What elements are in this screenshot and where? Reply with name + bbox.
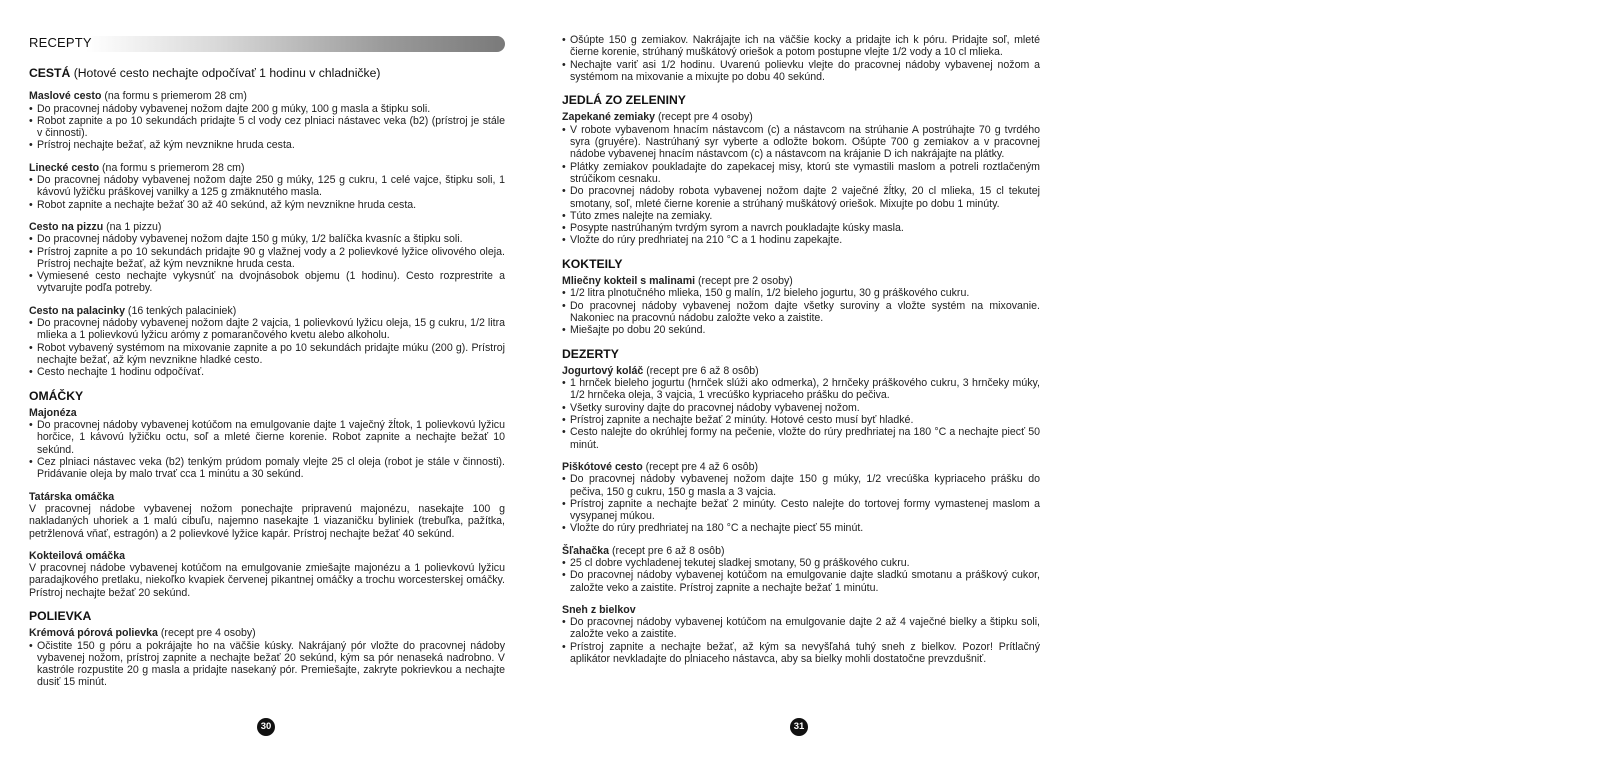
list-item: • Nechajte variť asi 1/2 hodinu. Uvarenú polievku vlejte do pracovnej nádoby vybavenej nožom a systémom na mixovanie a mixujte po dobu 40 sekúnd. <box>562 59 1040 84</box>
list-item: • Do pracovnej nádoby vybavenej nožom dajte 150 g múky, 1/2 vrecúška kypriaceho prášku do pečiva, 150 g cukru, 150 g masla a 3 vajcia. <box>562 473 1040 498</box>
list-item: • Cez plniaci nástavec veka (b2) tenkým prúdom pomaly vlejte 25 cl oleja (robot je stále v činnosti). Pridávanie oleja by malo trvať cca 1 minútu a 30 sekúnd. <box>29 456 505 481</box>
recipes-header-title: RECEPTY <box>29 35 92 50</box>
recipe-title: Zapekané zemiaky (recept pre 4 osoby) <box>562 111 753 124</box>
list-item: • Vložte do rúry predhriatej na 180 °C a nechajte piecť 55 minút. <box>562 522 1040 534</box>
recipe-title: Maslové cesto (na formu s priemerom 28 cm) <box>29 90 247 103</box>
recipe-slahacka <box>562 545 1040 594</box>
page-number-left: 30 <box>257 718 275 736</box>
list-item: • Cesto nalejte do okrúhlej formy na pečenie, vložte do rúry predhriatej na 180 °C a nechajte piecť 50 minút. <box>562 426 1040 451</box>
section-dezerty: DEZERTY <box>562 346 619 361</box>
recipe-title: Sneh z bielkov <box>562 603 636 616</box>
list-item: • Do pracovnej nádoby vybavenej nožom dajte 250 g múky, 125 g cukru, 1 celé vajce, štipku soli, 1 kávovú lyžičku práškovej vanilky a 125 g zmäknutého masla. <box>29 174 505 199</box>
ingredient-list <box>29 174 505 211</box>
list-item: • Prístroj zapnite a nechajte bežať, až kým sa nevyšľahá tuhý sneh z bielkov. Pozor! Prítlačný aplikátor nevkladajte do plniaceho nástavca, aby sa bielky mohli dostatočne prevzdušniť. <box>562 641 1040 666</box>
list-item: • Plátky zemiakov poukladajte do zapekacej misy, ktorú ste vymastili maslom a potreli roztlačeným strúčikom cesnaku. <box>562 161 1040 186</box>
recipe-title: Piškótové cesto (recept pre 4 až 6 osôb) <box>562 460 759 473</box>
list-item: • Všetky suroviny dajte do pracovnej nádoby vybavenej nožom. <box>562 402 1040 414</box>
list-item: • Do pracovnej nádoby vybavenej nožom dajte všetky suroviny a vložte systém na mixovanie. Nakoniec na pracovnú nádobu založte veko a zaistite. <box>562 300 1040 325</box>
recipe-kremova-porova-polievka <box>29 627 505 688</box>
ingredient-list <box>562 377 1040 451</box>
list-item: • Robot zapnite a nechajte bežať 30 až 40 sekúnd, až kým nevznikne hruda cesta. <box>29 199 505 211</box>
recipe-zapekane-zemiaky <box>562 111 1040 246</box>
recipe-title: Cesto na palacinky (16 tenkých palaciniek) <box>29 304 237 317</box>
list-item: • Do pracovnej nádoby vybavenej nožom dajte 150 g múky, 1/2 balíčka kvasníc a štipku soli. <box>29 233 505 245</box>
list-item: • V robote vybavenom hnacím nástavcom (c) a nástavcom na strúhanie A postrúhajte 70 g tvrdého syra (gruyére). Nastrúhaný syr vyberte a odložte bokom. Ošúpte 700 g zemiakov a v pracovnej nádobe vybavenej hnacím nástavcom (c) a nástavcom na krájanie D ich nakrájajte na plátky. <box>562 124 1040 161</box>
section-cesta: CESTÁ (Hotové cesto nechajte odpočívať 1 hodinu v chladničke) <box>29 66 381 80</box>
section-polievka: POLIEVKA <box>29 608 92 623</box>
ingredient-list <box>29 233 505 294</box>
list-item: • 1/2 litra plnotučného mlieka, 150 g malín, 1/2 bieleho jogurtu, 30 g práškového cukru. <box>562 287 1040 299</box>
recipes-header-bar <box>29 36 505 52</box>
list-item: • Do pracovnej nádoby vybavenej kotúčom na emulgovanie dajte 2 až 4 vaječné bielky a štipku soli, založte veko a zaistite. <box>562 616 1040 641</box>
ingredient-list <box>562 124 1040 247</box>
ingredient-list <box>562 557 1040 594</box>
list-item: • Do pracovnej nádoby vybavenej kotúčom na emulgovanie dajte sladkú smotanu a práškový cukor, založte veko a zaistite. Prístroj zapnite a nechajte bežať 1 minútu. <box>562 569 1040 594</box>
list-item: • 25 cl dobre vychladenej tekutej sladkej smotany, 50 g práškového cukru. <box>562 557 1040 569</box>
ingredient-list <box>29 103 505 152</box>
recipe-majoneza <box>29 407 505 481</box>
recipe-maslove-cesto <box>29 90 505 151</box>
list-item: • Túto zmes nalejte na zemiaky. <box>562 210 1040 222</box>
section-jedla-zo-zeleniny: JEDLÁ ZO ZELENINY <box>562 93 686 108</box>
list-item: • Vložte do rúry predhriatej na 210 °C a 1 hodinu zapekajte. <box>562 234 1040 246</box>
ingredient-list <box>29 419 505 480</box>
list-item: • 1 hrnček bieleho jogurtu (hrnček slúži ako odmerka), 2 hrnčeky práškového cukru, 3 hrnčeky múky, 1/2 hrnčeka oleja, 3 vajcia, 1 vrecúško kypriaceho prášku do pečiva. <box>562 377 1040 402</box>
ingredient-list <box>562 616 1040 665</box>
recipe-title: Mliečny kokteil s malinami (recept pre 2 osoby) <box>562 275 793 288</box>
recipe-title: Kokteilová omáčka <box>29 549 125 562</box>
list-item: • Ošúpte 150 g zemiakov. Nakrájajte ich na väčšie kocky a pridajte ich k póru. Pridajte soľ, mleté čierne korenie, strúhaný muškátový oriešok a potom postupne vlejte 1/2 vody a 10 cl mlieka. <box>562 34 1040 59</box>
list-item: • Prístroj zapnite a po 10 sekundách pridajte 90 g vlažnej vody a 2 polievkové lyžice olivového oleja. Prístroj nechajte bežať, až kým nevznikne hruda cesta. <box>29 246 505 271</box>
right-page <box>562 0 1040 665</box>
list-item: • Do pracovnej nádoby vybavenej nožom dajte 200 g múky, 100 g masla a štipku soli. <box>29 103 505 115</box>
recipe-title: Majonéza <box>29 406 77 419</box>
recipe-mliecny-kokteil <box>562 275 1040 336</box>
recipe-sneh-z-bielkov <box>562 604 1040 665</box>
recipe-title: Krémová pórová polievka (recept pre 4 osoby) <box>29 627 256 640</box>
recipe-kokteilova-omacka <box>29 550 505 599</box>
list-item: • Robot vybavený systémom na mixovanie zapnite a po 10 sekundách pridajte múku (200 g). Prístroj nechajte bežať, až kým nevznikne hladké cesto. <box>29 342 505 367</box>
recipe-title: Šľahačka (recept pre 6 až 8 osôb) <box>562 544 725 557</box>
left-page <box>29 0 505 689</box>
ingredient-list <box>562 287 1040 336</box>
recipe-text: V pracovnej nádobe vybavenej kotúčom na emulgovanie zmiešajte majonézu a 1 polievkovú lyžicu paradajkového pretlaku, niekoľko kvapiek červenej pikantnej omáčky a trochu worcesterskej omáčky. Prístroj nechajte bežať 20 sekúnd. <box>29 562 505 599</box>
list-item: • Prístroj nechajte bežať, až kým nevznikne hruda cesta. <box>29 139 505 151</box>
list-item: • Prístroj zapnite a nechajte bežať 2 minúty. Cesto nalejte do tortovej formy vymastenej maslom a vysypanej múkou. <box>562 498 1040 523</box>
list-item: • Cesto nechajte 1 hodinu odpočívať. <box>29 366 505 378</box>
recipe-cesto-na-palacinky <box>29 305 505 379</box>
list-item: • Robot zapnite a po 10 sekundách pridajte 5 cl vody cez plniaci nástavec veka (b2) (prístroj je stále v činnosti). <box>29 115 505 140</box>
recipe-title: Linecké cesto (na formu s priemerom 28 cm) <box>29 161 245 174</box>
list-item: • Posypte nastrúhaným tvrdým syrom a navrch poukladajte kúsky masla. <box>562 222 1040 234</box>
list-item: • Do pracovnej nádoby vybavenej kotúčom na emulgovanie dajte 1 vaječný žĺtok, 1 polievkovú lyžicu horčice, 1 kávovú lyžičku octu, soľ a mleté čierne korenie. Robot zapnite a nechajte bežať 10 sekúnd. <box>29 419 505 456</box>
ingredient-list <box>29 640 505 689</box>
section-omacky: OMÁČKY <box>29 388 84 403</box>
page-number-right: 31 <box>790 718 808 736</box>
ingredient-list <box>562 473 1040 534</box>
recipe-linecke-cesto <box>29 162 505 211</box>
list-item: • Do pracovnej nádoby vybavenej nožom dajte 2 vajcia, 1 polievkovú lyžicu oleja, 15 g cukru, 1/2 litra mlieka a 1 polievkovú lyžicu arómy z pomarančového kvetu alebo alkoholu. <box>29 317 505 342</box>
list-item: • Očistite 150 g póru a pokrájajte ho na väčšie kúsky. Nakrájaný pór vložte do pracovnej nádoby vybavenej nožom, prístroj zapnite a nechajte bežať 20 sekúnd, kým sa pór nenaseká nadrobno. V kastróle rozpustite 20 g masla a pridajte nasekaný pór. Premiešajte, zakryte pokrievkou a nechajte dusiť 15 minút. <box>29 640 505 689</box>
recipe-title: Jogurtový koláč (recept pre 6 až 8 osôb) <box>562 364 759 377</box>
soup-continued-list <box>562 34 1040 83</box>
section-kokteily: KOKTEILY <box>562 256 623 271</box>
list-item: • Vymiesené cesto nechajte vykysnúť na dvojnásobok objemu (1 hodinu). Cesto rozprestrite a vytvarujte podľa potreby. <box>29 270 505 295</box>
ingredient-list <box>29 317 505 378</box>
recipe-piskotove-cesto <box>562 461 1040 535</box>
recipe-tatarska-omacka <box>29 491 505 540</box>
list-item: • Prístroj zapnite a nechajte bežať 2 minúty. Hotové cesto musí byť hladké. <box>562 414 1040 426</box>
recipe-cesto-na-pizzu <box>29 221 505 295</box>
recipe-jogurtovy-kolac <box>562 365 1040 451</box>
recipe-title: Tatárska omáčka <box>29 490 115 503</box>
recipe-text: V pracovnej nádobe vybavenej nožom ponechajte pripravenú majonézu, nasekajte 100 g nakladaných uhoriek a 1 malú cibuľu, najemno nasekajte 1 viazaničku byliniek (trebuľka, pažítka, petržlenová vňať, estragón) a 2 polievkové lyžice kapár. Prístroj nechajte bežať 40 sekúnd. <box>29 502 505 540</box>
list-item: • Miešajte po dobu 20 sekúnd. <box>562 324 1040 336</box>
list-item: • Do pracovnej nádoby robota vybavenej nožom dajte 2 vaječné žĺtky, 20 cl mlieka, 15 cl tekutej smotany, soľ, mleté čierne korenie a strúhaný muškátový oriešok. Mixujte po dobu 1 minúty. <box>562 185 1040 210</box>
recipe-title: Cesto na pizzu (na 1 pizzu) <box>29 220 162 233</box>
